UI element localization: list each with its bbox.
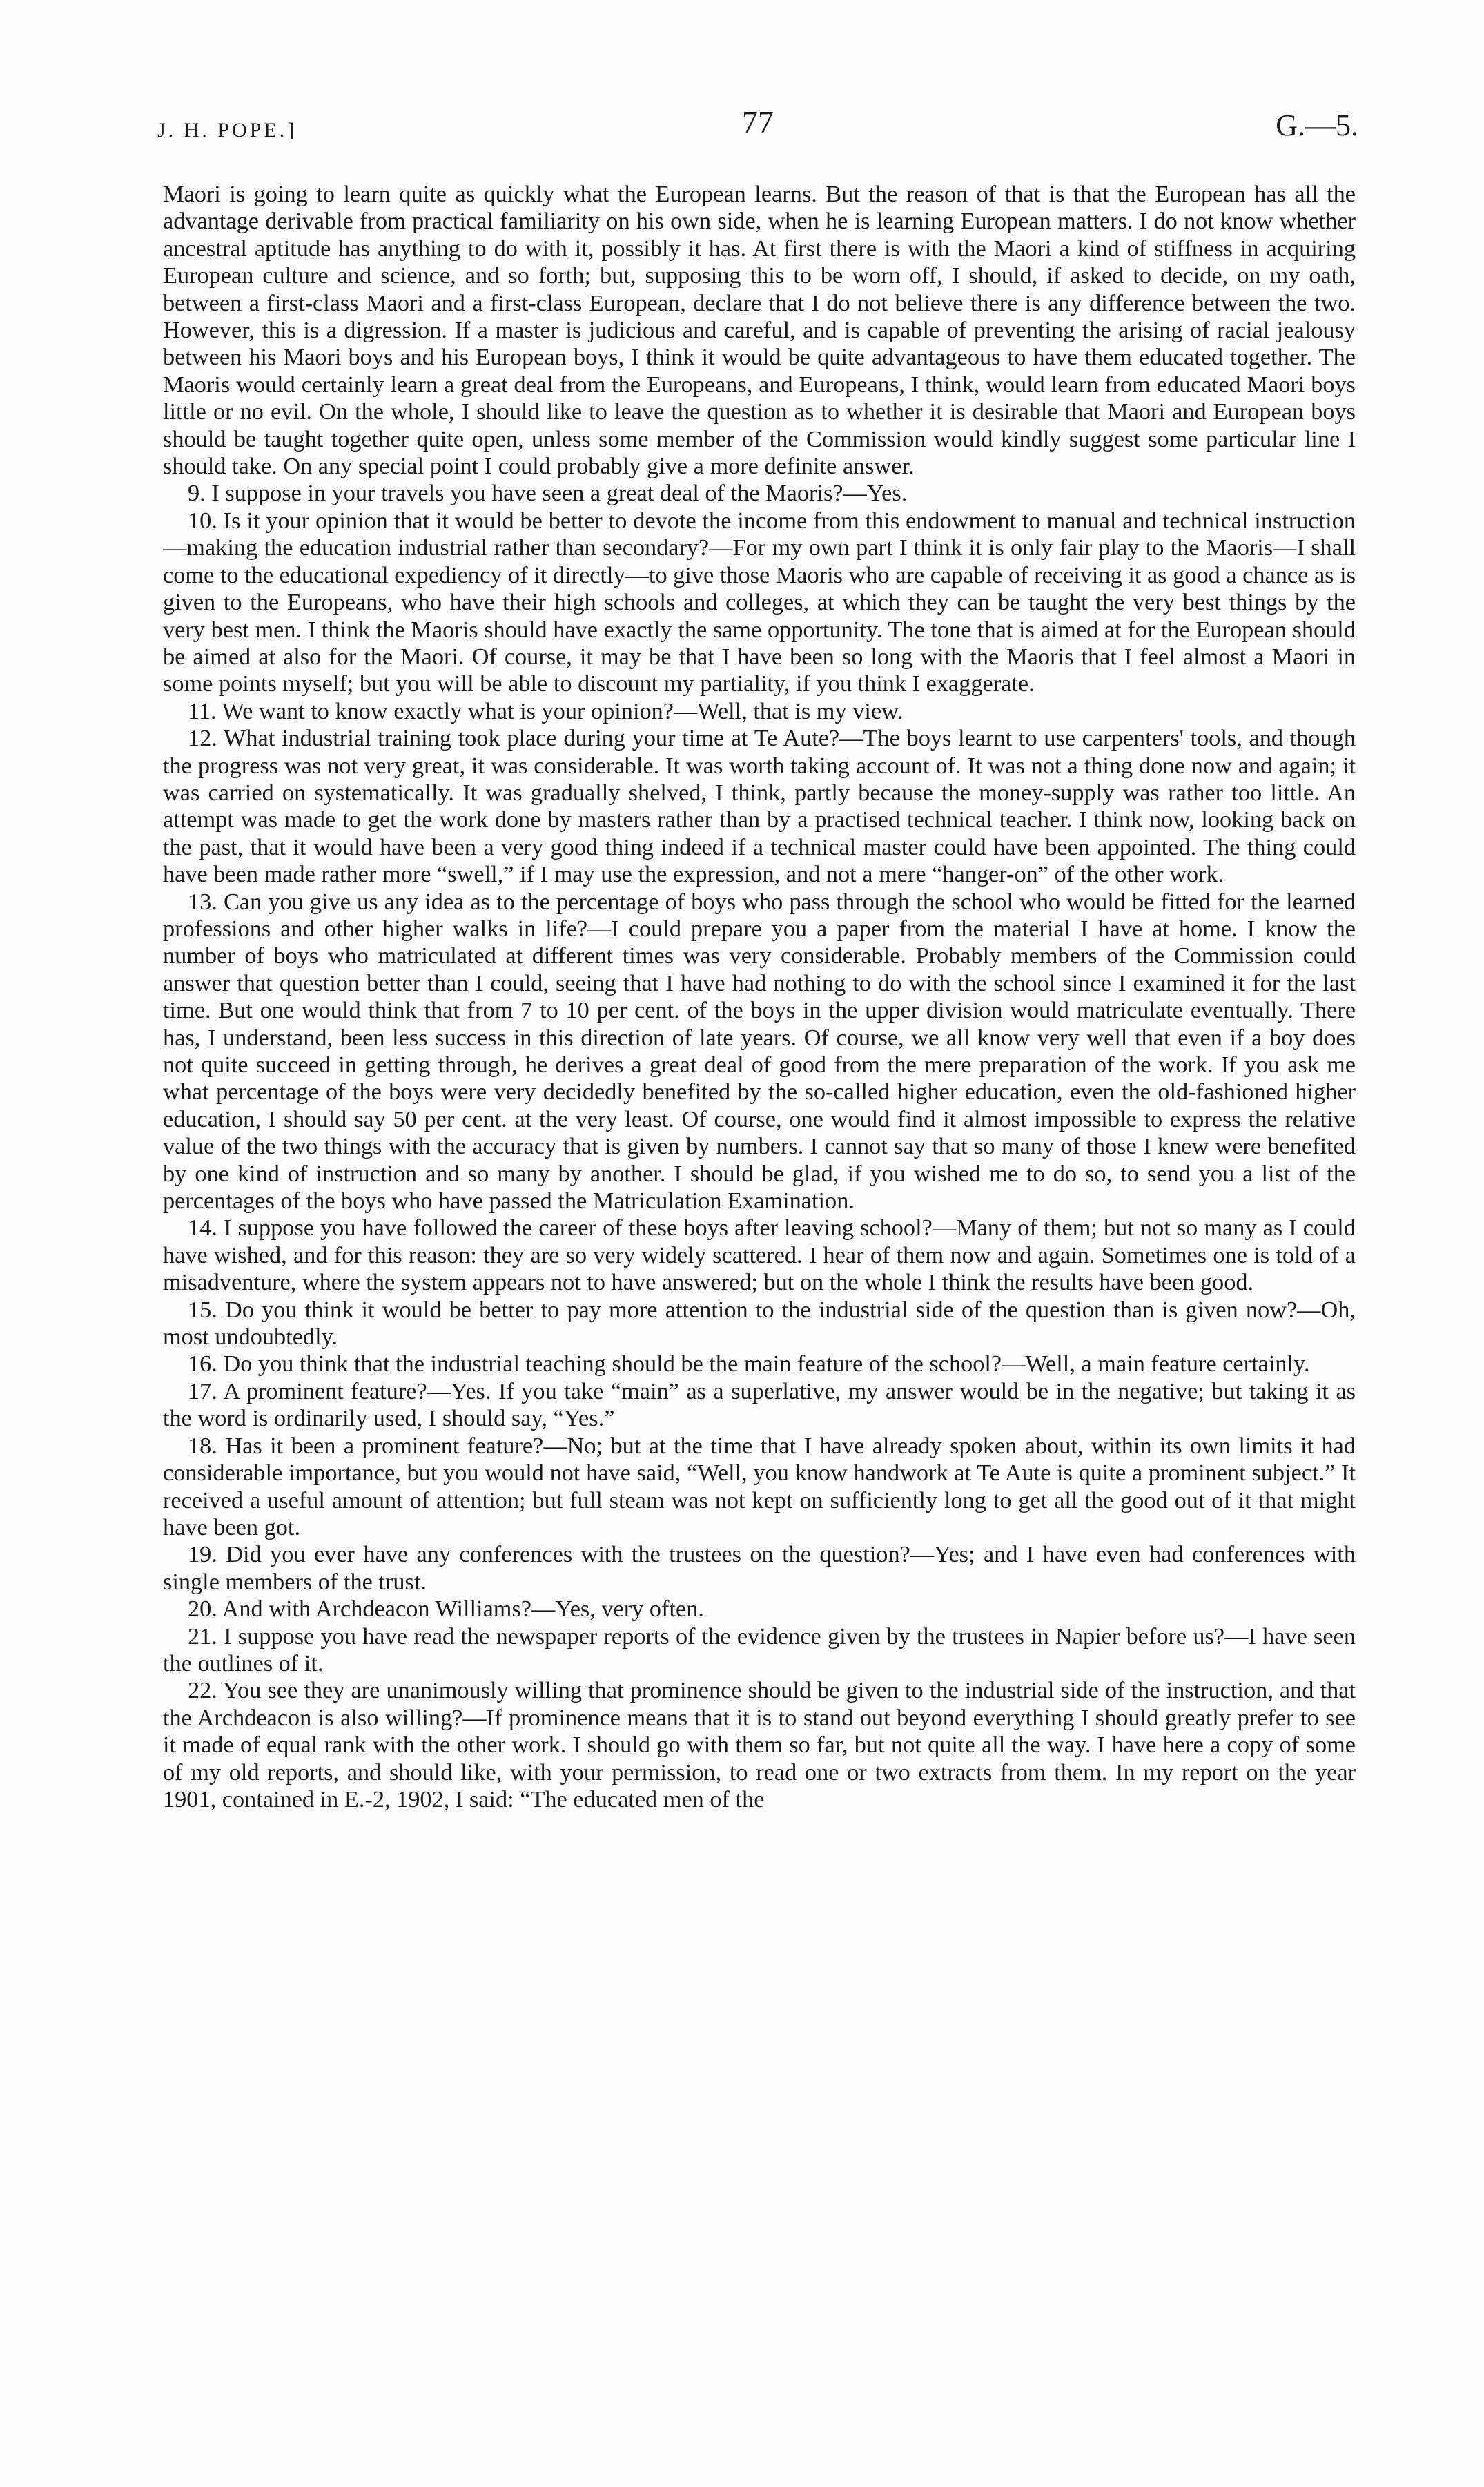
question-20: 20. And with Archdeacon Williams?—Yes, very often. bbox=[188, 1596, 704, 1623]
paragraph-continuation: Maori is going to learn quite as quickly what the European learns. But the reason of that is that the European has all the advantage derivable from practical familiarity on his own side, when he is learning European matters. I do not know whether ancestral aptitude has anything to do with it, possibly it has. At first there is with the Maori a kind of stiffness in acquiring European culture and science, and so forth; but, supposing this to be worn off, I should, if asked to decide, on my oath, between a first-class Maori and a first-class European, declare that I do not believe there is any difference between the two. However, this is a digression. If a master is judicious and careful, and is capable of preventing the arising of racial jealousy between his Maori boys and his European boys, I think it would be quite advantageous to have them educated together. The Maoris would certainly learn a great deal from the Europeans, and Europeans, I think, would learn from educated Maori boys little or no evil. On the whole, I should like to leave the question as to whether it is desirable that Maori and European boys should be taught together quite open, unless some member of the Commission would kindly suggest some particular line I should take. On any special point I could probably give a more definite answer. bbox=[163, 181, 1356, 480]
page-header bbox=[157, 104, 1358, 145]
page-number: 77 bbox=[742, 104, 774, 139]
question-17: 17. A prominent feature?—Yes. If you take “main” as a superlative, my answer would be in the negative; but taking it as the word is ordinarily used, I should say, “Yes.” bbox=[163, 1377, 1356, 1432]
question-22: 22. You see they are unanimously willing that prominence should be given to the industrial side of the instruction, and that the Archdeacon is also willing?—If prominence means that it is to stand out beyond everything I should greatly prefer to see it made of equal rank with the other work. I should go with them so far, but not quite all the way. I have here a copy of some of my old reports, and should like, with your permission, to read one or two extracts from them. In my report on the year 1901, contained in E.-2, 1902, I said: “The educated men of the bbox=[163, 1677, 1356, 1812]
question-18: 18. Has it been a prominent feature?—No; but at the time that I have already spoken about, within its own limits it had considerable importance, but you would not have said, “Well, you know handwork at Te Aute is quite a prominent subject.” It received a useful amount of attention; but full steam was not kept on sufficiently long to get all the good out of it that might have been got. bbox=[163, 1432, 1356, 1540]
question-12: 12. What industrial training took place during your time at Te Aute?—The boys learnt to use carpenters' tools, and though the progress was not very great, it was considerable. It was worth taking account of. It was not a thing done now and again; it was carried on systematically. It was gradually shelved, I think, partly because the money-supply was rather too little. An attempt was made to get the work done by masters rather than by a practised technical teacher. I think now, looking back on the past, that it would have been a very good thing indeed if a technical master could have been appointed. The thing could have been made rather more “swell,” if I may use the expression, and not a mere “hanger-on” of the other work. bbox=[163, 725, 1356, 888]
question-10: 10. Is it your opinion that it would be better to devote the income from this endowment to manual and technical instruction—making the education industrial rather than secondary?—For my own part I think it is only fair play to the Maoris—I shall come to the educational expediency of it directly—to give those Maoris who are capable of receiving it as good a chance as is given to the Europeans, who have their high schools and colleges, at which they can be taught the very best things by the very best men. I think the Maoris should have exactly the same opportunity. The tone that is aimed at for the European should be aimed at also for the Maori. Of course, it may be that I have been so long with the Maoris that I feel almost a Maori in some points myself; but you will be able to discount my partiality, if you think I exaggerate. bbox=[163, 507, 1356, 697]
question-16: 16. Do you think that the industrial teaching should be the main feature of the school?—Well, a main feature certainly. bbox=[188, 1351, 1310, 1377]
document-body bbox=[163, 181, 1356, 1813]
question-9: 9. I suppose in your travels you have seen a great deal of the Maoris?—Yes. bbox=[188, 480, 908, 507]
question-11: 11. We want to know exactly what is your opinion?—Well, that is my view. bbox=[188, 697, 904, 724]
header-witness-name: J. H. POPE.] bbox=[157, 119, 297, 142]
question-19: 19. Did you ever have any conferences with the trustees on the question?—Yes; and I have even had conferences with single members of the trust. bbox=[163, 1541, 1356, 1595]
question-14: 14. I suppose you have followed the career of these boys after leaving school?—Many of them; but not so many as I could have wished, and for this reason: they are so very widely scattered. I hear of them now and again. Sometimes one is told of a misadventure, where the system appears not to have answered; but on the whole I think the results have been good. bbox=[163, 1215, 1356, 1296]
question-21: 21. I suppose you have read the newspaper reports of the evidence given by the trustees in Napier before us?—I have seen the outlines of it. bbox=[163, 1623, 1356, 1676]
header-document-code: G.—5. bbox=[1276, 108, 1358, 142]
question-15: 15. Do you think it would be better to pay more attention to the industrial side of the question than is given now?—Oh, most undoubtedly. bbox=[163, 1296, 1356, 1351]
question-13: 13. Can you give us any idea as to the percentage of boys who pass through the school who would be fitted for the learned professions and other higher walks in life?—I could prepare you a paper from the material I have at home. I know the number of boys who matriculated at different times was very considerable. Probably members of the Commission could answer that question better than I could, seeing that I have had nothing to do with the school since I examined it for the last time. But one would think that from 7 to 10 per cent. of the boys in the upper division would matriculate eventually. There has, I understand, been less success in this direction of late years. Of course, we all know very well that even if a boy does not quite succeed in getting through, he derives a great deal of good from the mere preparation of the work. If you ask me what percentage of the boys were very decidedly benefited by the so-called higher education, even the old-fashioned higher education, I should say 50 per cent. at the very least. Of course, one would find it almost impossible to express the relative value of the two things with the accuracy that is given by numbers. I cannot say that so many of those I knew were benefited by one kind of instruction and so many by another. I should be glad, if you wished me to do so, to send you a list of the percentages of the boys who have passed the Matriculation Examination. bbox=[163, 888, 1356, 1215]
